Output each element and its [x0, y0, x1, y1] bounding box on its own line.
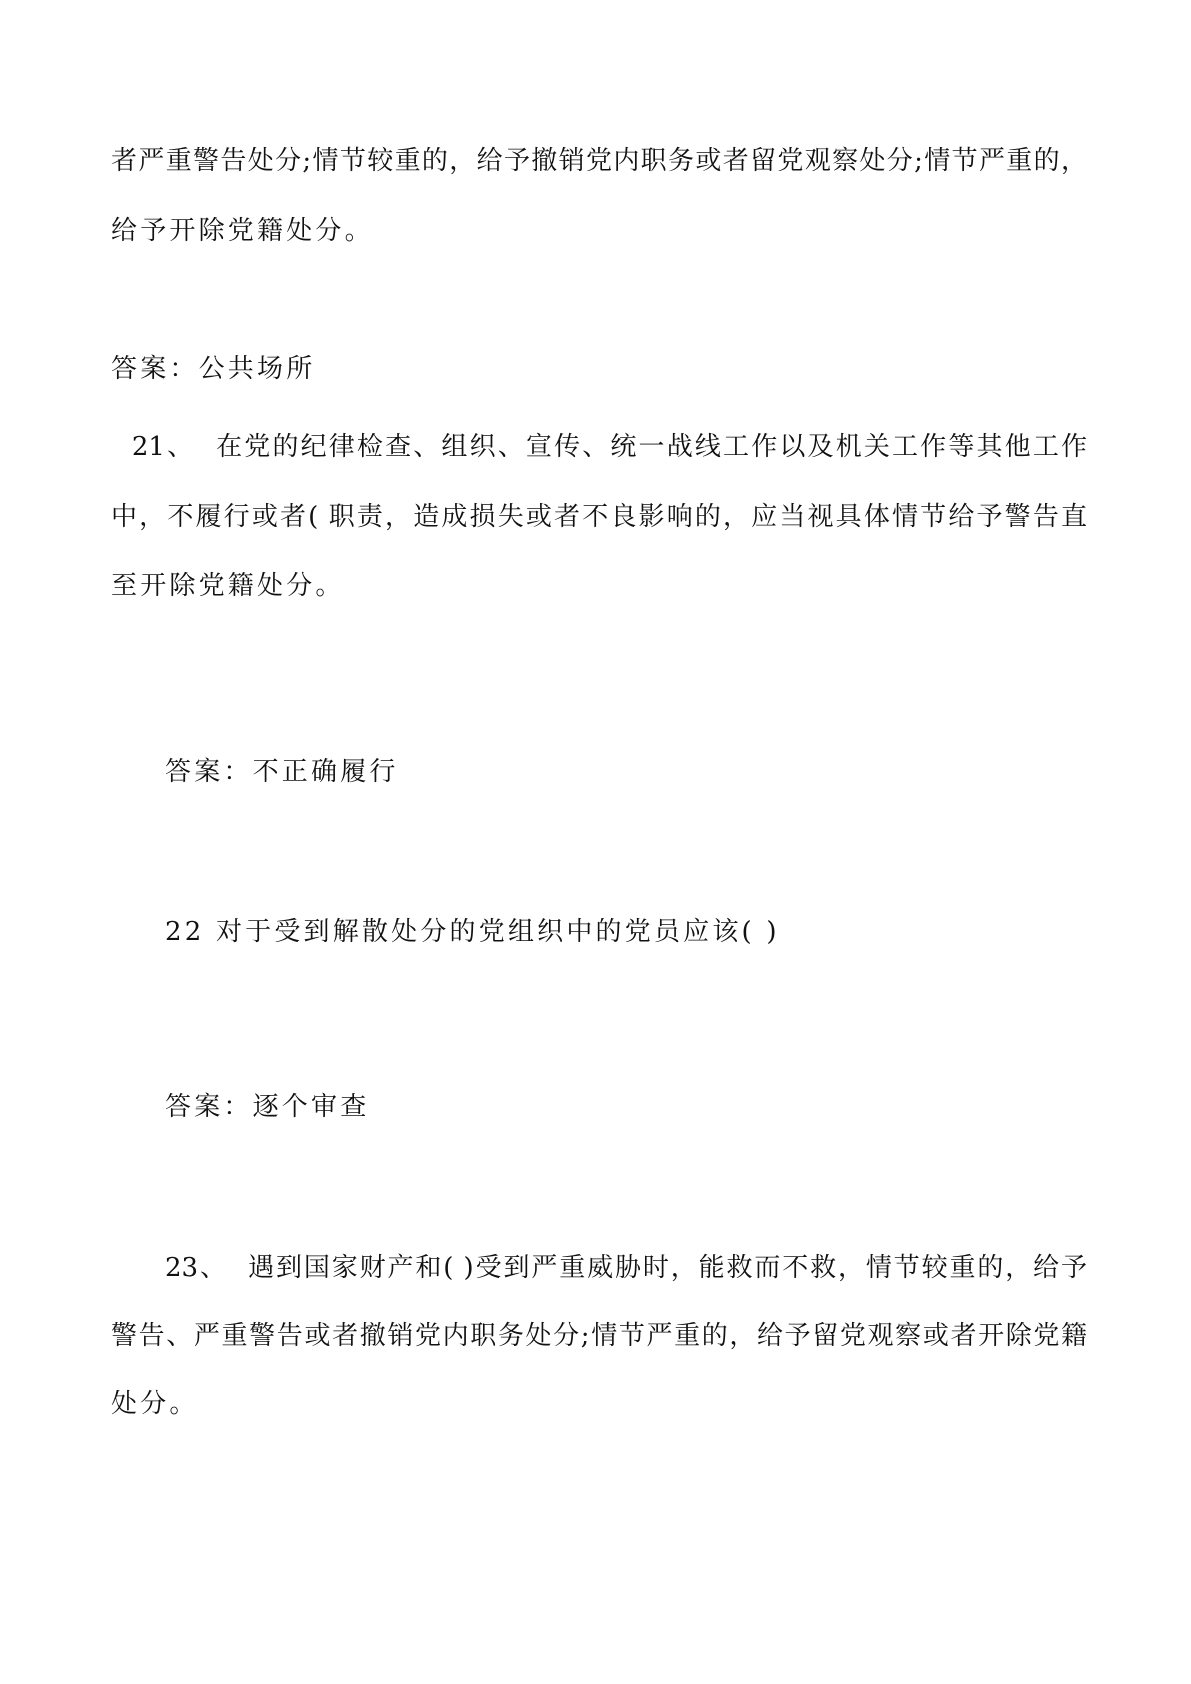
paragraph-20-line-1: 者严重警告处分;情节较重的，给予撤销党内职务或者留党观察处分;情节严重的， [111, 146, 1087, 176]
question-23-line-1: 23、 遇到国家财产和( )受到严重威胁时，能救而不救，情节较重的，给予 [165, 1253, 1087, 1283]
question-21-line-2: 中，不履行或者( 职责，造成损失或者不良影响的，应当视具体情节给予警告直 [111, 502, 1087, 532]
answer-21: 答案：不正确履行 [165, 757, 399, 787]
paragraph-20-line-2: 给予开除党籍处分。 [111, 216, 374, 246]
answer-22: 答案：逐个审查 [165, 1092, 370, 1122]
question-23-line-3: 处分。 [111, 1389, 199, 1419]
answer-20: 答案：公共场所 [111, 354, 316, 384]
question-21-line-3: 至开除党籍处分。 [111, 571, 345, 601]
question-23-line-2: 警告、严重警告或者撤销党内职务处分;情节严重的，给予留党观察或者开除党籍 [111, 1321, 1087, 1351]
question-22: 22 对于受到解散处分的党组织中的党员应该( ) [165, 917, 780, 947]
question-21-line-1: 21、 在党的纪律检查、组织、宣传、统一战线工作以及机关工作等其他工作 [111, 432, 1087, 462]
